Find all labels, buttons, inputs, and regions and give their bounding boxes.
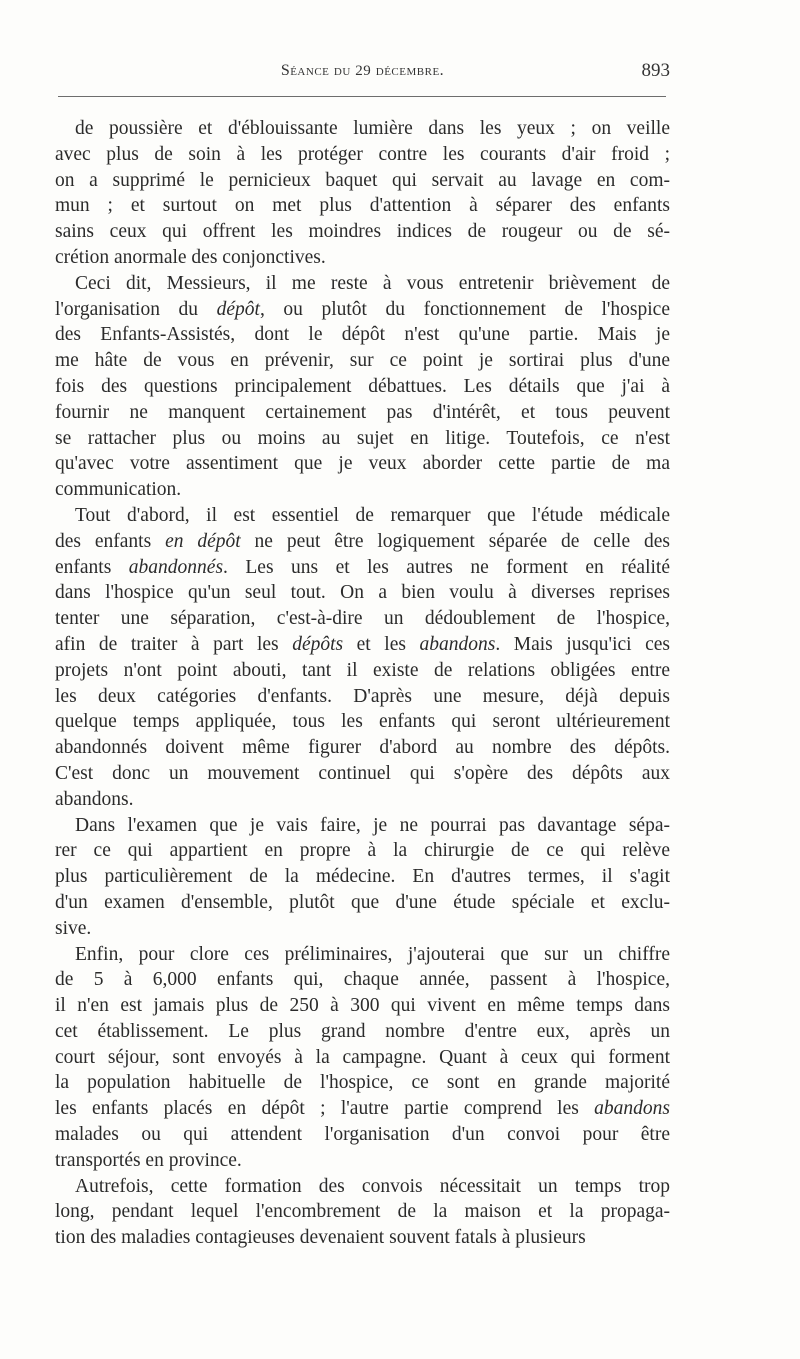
page-number: 893 bbox=[641, 60, 670, 81]
text-line: sive. bbox=[55, 917, 92, 939]
text-line: C'est donc un mouvement continuel qui s'opère des dépôts aux bbox=[55, 762, 670, 784]
text-line: les enfants placés en dépôt ; l'autre partie comprend les abandons bbox=[55, 1098, 670, 1120]
text-line: avec plus de soin à les protéger contre les courants d'air froid ; bbox=[55, 143, 670, 165]
text-line: tenter une séparation, c'est-à-dire un dédoublement de l'hospice, bbox=[55, 608, 670, 630]
text-line: Autrefois, cette formation des convois nécessitait un temps trop bbox=[75, 1175, 670, 1197]
text-line: long, pendant lequel l'encombrement de la maison et la propaga- bbox=[55, 1201, 670, 1223]
text-line: projets n'ont point abouti, tant il existe de relations obligées entre bbox=[55, 659, 670, 681]
text-line: fournir ne manquent certainement pas d'intérêt, et tous peuvent bbox=[55, 401, 670, 423]
text-line: me hâte de vous en prévenir, sur ce point je sortirai plus d'une bbox=[55, 350, 670, 372]
text-line: les deux catégories d'enfants. D'après une mesure, déjà depuis bbox=[55, 685, 670, 707]
paragraph bbox=[55, 1174, 670, 1251]
text-line: quelque temps appliquée, tous les enfants qui seront ultérieurement bbox=[55, 711, 670, 733]
italic-text: abandons bbox=[419, 633, 496, 655]
text-line: mun ; et surtout on met plus d'attention à séparer des enfants bbox=[55, 195, 670, 217]
text-line: abandonnés doivent même figurer d'abord au nombre des dépôts. bbox=[55, 737, 670, 759]
running-head bbox=[55, 62, 670, 86]
text-line: Enfin, pour clore ces préliminaires, j'ajouterai que sur un chiffre bbox=[75, 943, 670, 965]
running-title bbox=[55, 62, 670, 80]
running-title-prefix: Séance du bbox=[280, 62, 356, 79]
text-line: l'organisation du dépôt, ou plutôt du fonctionnement de l'hospice bbox=[55, 298, 670, 320]
text-line: d'un examen d'ensemble, plutôt que d'une étude spéciale et exclu- bbox=[55, 891, 670, 913]
text-line: on a supprimé le pernicieux baquet qui servait au lavage en com- bbox=[55, 169, 670, 191]
text-line: de poussière et d'éblouissante lumière dans les yeux ; on veille bbox=[75, 118, 670, 139]
text-line: se rattacher plus ou moins au sujet en litige. Toutefois, ce n'est bbox=[55, 427, 670, 449]
paragraph bbox=[55, 813, 670, 942]
text-line: sains ceux qui offrent les moindres indices de rougeur ou de sé- bbox=[55, 221, 670, 243]
italic-text: en dépôt bbox=[165, 530, 241, 552]
text-line: cet établissement. Le plus grand nombre d'entre eux, après un bbox=[55, 1020, 670, 1042]
text-line: crétion anormale des conjonctives. bbox=[55, 246, 326, 268]
italic-text: abandonnés bbox=[128, 556, 224, 578]
text-line: fois des questions principalement débattues. Les détails que j'ai à bbox=[55, 375, 670, 397]
header-rule bbox=[58, 96, 666, 97]
text-line: transportés en province. bbox=[55, 1149, 242, 1171]
text-line: Ceci dit, Messieurs, il me reste à vous entretenir brièvement de bbox=[75, 272, 670, 294]
text-line: la population habituelle de l'hospice, ce sont en grande majorité bbox=[55, 1072, 670, 1094]
text-line: dans l'hospice qu'un seul tout. On a bien voulu à diverses reprises bbox=[55, 582, 670, 604]
text-line: communication. bbox=[55, 479, 182, 501]
running-title-date-number: 29 bbox=[355, 63, 372, 79]
italic-text: dépôt bbox=[216, 298, 260, 320]
text-line: abandons. bbox=[55, 788, 134, 810]
italic-text: dépôts bbox=[292, 633, 344, 655]
paragraph bbox=[55, 271, 670, 503]
paragraph bbox=[55, 503, 670, 813]
text-line: Dans l'examen que je vais faire, je ne pourrai pas davantage sépa- bbox=[75, 814, 670, 836]
text-line: malades ou qui attendent l'organisation d'un convoi pour être bbox=[55, 1124, 670, 1146]
text-line: il n'en est jamais plus de 250 à 300 qui vivent en même temps dans bbox=[55, 995, 670, 1017]
text-line: enfants abandonnés. Les uns et les autres ne forment en réalité bbox=[55, 556, 670, 578]
text-line: qu'avec votre assentiment que je veux aborder cette partie de ma bbox=[55, 453, 670, 475]
paragraph bbox=[55, 942, 670, 1174]
running-title-suffix: décembre. bbox=[371, 62, 445, 79]
text-line: plus particulièrement de la médecine. En d'autres termes, il s'agit bbox=[55, 866, 670, 888]
text-line: tion des maladies contagieuses devenaient souvent fatals à plusieurs bbox=[55, 1227, 586, 1249]
text-line: afin de traiter à part les dépôts et les abandons. Mais jusqu'ici ces bbox=[55, 633, 670, 655]
italic-text: abandons bbox=[594, 1098, 670, 1120]
text-line: rer ce qui appartient en propre à la chirurgie de ce qui relève bbox=[55, 840, 670, 862]
text-line: court séjour, sont envoyés à la campagne. Quant à ceux qui forment bbox=[55, 1046, 670, 1068]
text-line: de 5 à 6,000 enfants qui, chaque année, passent à l'hospice, bbox=[55, 969, 670, 991]
text-line: des Enfants-Assistés, dont le dépôt n'est qu'une partie. Mais je bbox=[55, 324, 670, 346]
text-line: des enfants en dépôt ne peut être logiquement séparée de celle des bbox=[55, 530, 670, 552]
text-line: Tout d'abord, il est essentiel de remarquer que l'étude médicale bbox=[75, 504, 670, 526]
paragraph bbox=[55, 116, 670, 271]
body-text bbox=[55, 116, 670, 1251]
